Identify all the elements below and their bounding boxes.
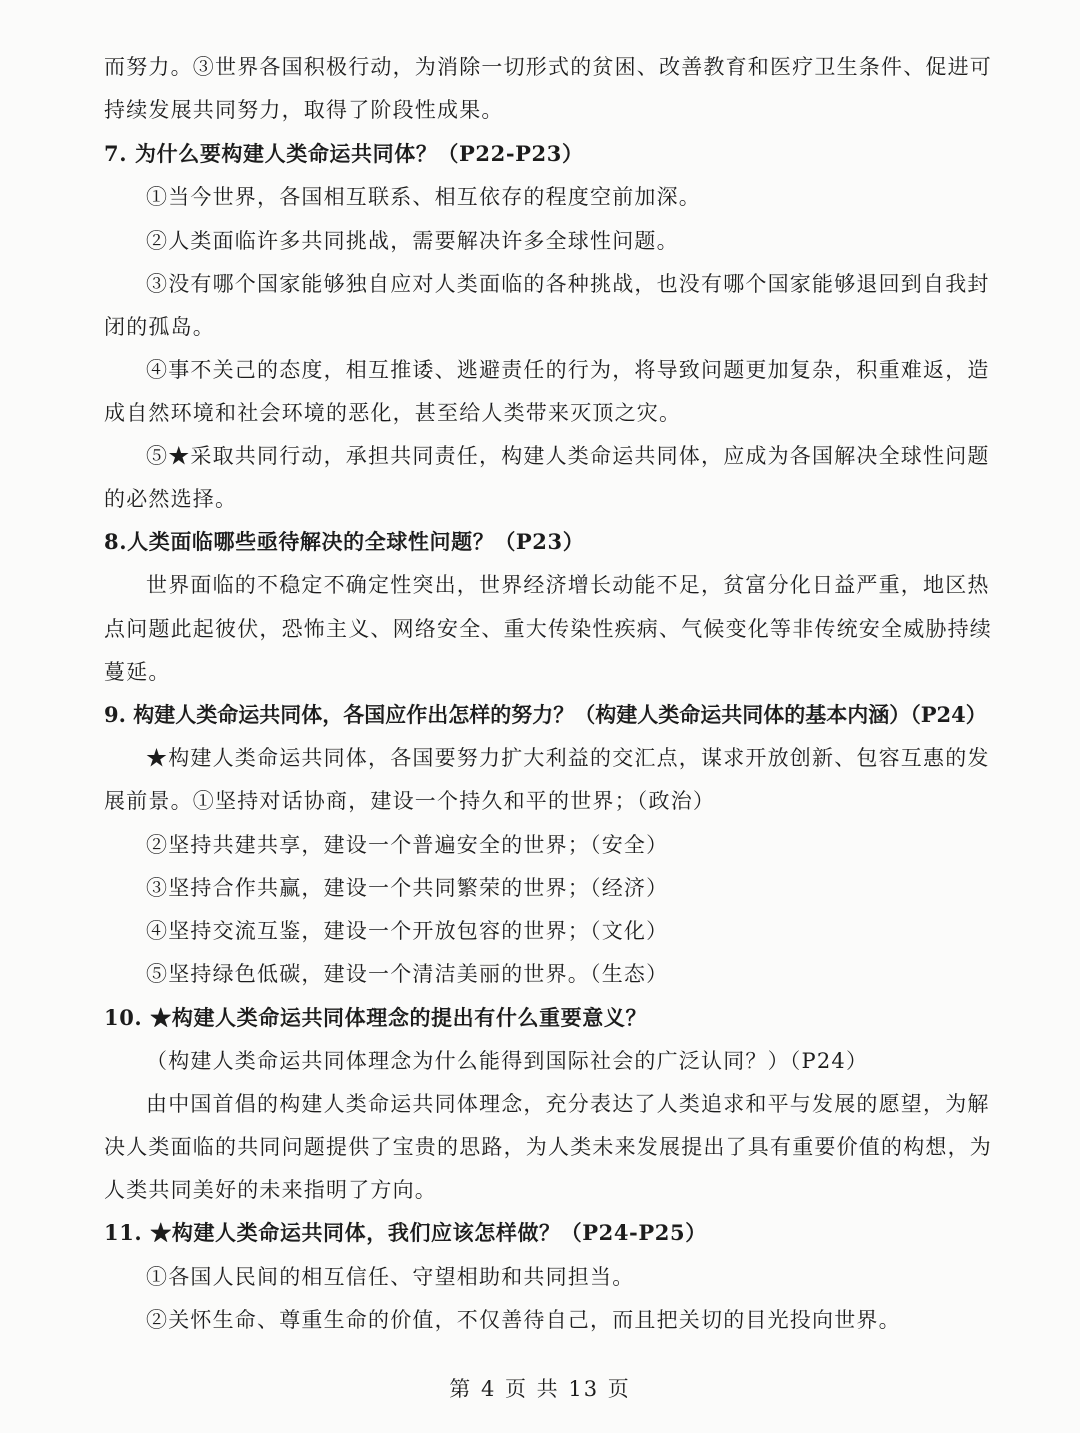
text-line: ②人类面临许多共同挑战，需要解决许多全球性问题。 xyxy=(146,229,679,253)
text-line: 世界面临的不稳定不确定性突出，世界经济增长动能不足，贫富分化日益严重，地区热 xyxy=(146,573,990,597)
text-line: 点问题此起彼伏，恐怖主义、网络安全、重大传染性疾病、气候变化等非传统安全威胁持续 xyxy=(104,617,992,641)
text-line: ③没有哪个国家能够独自应对人类面临的各种挑战，也没有哪个国家能够退回到自我封 xyxy=(146,272,990,296)
text-line: ②关怀生命、尊重生命的价值，不仅善待自己，而且把关切的目光投向世界。 xyxy=(146,1308,901,1332)
text-line: 决人类面临的共同问题提供了宝贵的思路，为人类未来发展提出了具有重要价值的构想，为 xyxy=(104,1135,992,1159)
question-heading: 9. 构建人类命运共同体，各国应作出怎样的努力？（构建人类命运共同体的基本内涵）（P24） xyxy=(104,702,987,727)
text-line: ③坚持合作共赢，建设一个共同繁荣的世界；（经济） xyxy=(146,876,669,900)
text-line: 持续发展共同努力，取得了阶段性成果。 xyxy=(104,98,504,122)
question-heading: 10. ★构建人类命运共同体理念的提出有什么重要意义？ xyxy=(104,1005,648,1030)
text-line: 人类共同美好的未来指明了方向。 xyxy=(104,1178,437,1202)
page-footer: 第 4 页 共 13 页 xyxy=(449,1377,631,1401)
text-line: 由中国首倡的构建人类命运共同体理念，充分表达了人类追求和平与发展的愿望，为解 xyxy=(146,1092,990,1116)
text-line: 成自然环境和社会环境的恶化，甚至给人类带来灭顶之灾。 xyxy=(104,401,682,425)
text-line: 闭的孤岛。 xyxy=(104,315,215,339)
text-line: 展前景。①坚持对话协商，建设一个持久和平的世界；（政治） xyxy=(104,789,716,813)
text-line: （构建人类命运共同体理念为什么能得到国际社会的广泛认同？）（P24） xyxy=(146,1049,869,1073)
text-line: ①当今世界，各国相互联系、相互依存的程度空前加深。 xyxy=(146,185,701,209)
text-line: ⑤★采取共同行动，承担共同责任，构建人类命运共同体，应成为各国解决全球性问题 xyxy=(146,444,990,468)
text-line: ★构建人类命运共同体，各国要努力扩大利益的交汇点，谋求开放创新、包容互惠的发 xyxy=(146,746,990,770)
question-heading: 11. ★构建人类命运共同体，我们应该怎样做？（P24-P25） xyxy=(104,1220,707,1245)
text-line: 的必然选择。 xyxy=(104,487,238,511)
text-line: ④事不关己的态度，相互推诿、逃避责任的行为，将导致问题更加复杂，积重难返，造 xyxy=(146,358,990,382)
question-heading: 8.人类面临哪些亟待解决的全球性问题？（P23） xyxy=(104,529,585,554)
text-line: 而努力。③世界各国积极行动，为消除一切形式的贫困、改善教育和医疗卫生条件、促进可 xyxy=(104,55,992,79)
text-line: ②坚持共建共享，建设一个普遍安全的世界；（安全） xyxy=(146,833,669,857)
question-heading: 7. 为什么要构建人类命运共同体？（P22-P23） xyxy=(104,141,584,166)
text-line: ①各国人民间的相互信任、守望相助和共同担当。 xyxy=(146,1265,635,1289)
text-line: 蔓延。 xyxy=(104,660,171,684)
text-line: ④坚持交流互鉴，建设一个开放包容的世界；（文化） xyxy=(146,919,669,943)
text-line: ⑤坚持绿色低碳，建设一个清洁美丽的世界。（生态） xyxy=(146,962,669,986)
